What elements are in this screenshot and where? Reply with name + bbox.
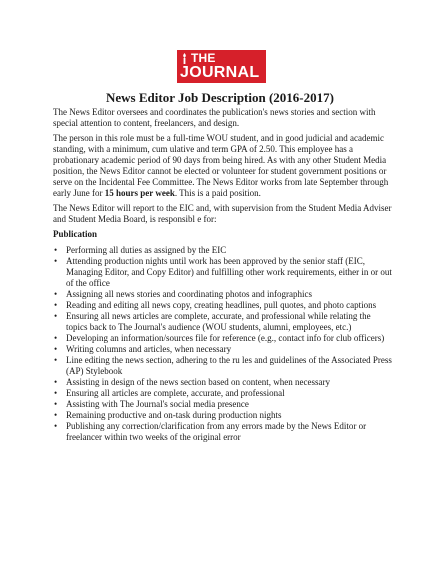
logo-line-1: THE (191, 51, 216, 65)
list-item: • Reading and editing all news copy, creating headlines, pull quotes, and photo captions (53, 300, 393, 311)
list-item: • Remaining productive and on-task during production nights (53, 410, 393, 421)
reporting-paragraph: The News Editor will report to the EIC and, with supervision from the Student Media Adviser and Student Media Board, is responsibl e for: (53, 203, 392, 224)
intro-paragraph: The News Editor oversees and coordinates the publication's news stories and section with special attention to content, freelancers, and design. (53, 107, 376, 128)
list-item: • Writing columns and articles, when necessary (53, 344, 393, 355)
list-item: • Ensuring all articles are complete, accurate, and professional (53, 388, 393, 399)
list-item: • Assigning all news stories and coordinating photos and infographics (53, 289, 393, 300)
list-item: • Publishing any correction/clarification from any errors made by the News Editor or freelancer within two weeks of the original error (53, 421, 393, 443)
the-journal-logo (177, 50, 266, 83)
list-item: • Attending production nights until work has been approved by the senior staff (EIC, Managing Editor, and Copy Editor) and fulfilling other work requirements, either in or out of the office (53, 256, 393, 289)
paid-position-text: . This is a paid position. (174, 188, 261, 198)
list-item: • Line editing the news section, adhering to the ru les and guidelines of the Associated Press (AP) Stylebook (53, 355, 393, 377)
duties-list (53, 245, 393, 443)
page-title: News Editor Job Description (2016-2017) (106, 90, 334, 105)
eligibility-text: The person in this role must be a full-time WOU student, and in good judicial and academic standing, with a minimum, cum ulative and term GPA of 2.50. This employee has a probationary academic period of 90 days from being hired. As with any other Student Media position, the News Editor cannot be elected or volunteer for student government positions or serve on the Incidental Fee Committee. The News Editor works from late September through early June for (53, 133, 389, 198)
list-item: • Ensuring all news articles are complete, accurate, and professional while relating the topics back to The Journal's audience (WOU students, alumni, employees, etc.) (53, 311, 393, 333)
list-item: • Performing all duties as assigned by the EIC (53, 245, 393, 256)
list-item: • Developing an information/sources file for reference (e.g., contact info for club officers) (53, 333, 393, 344)
logo-line-2: JOURNAL (180, 64, 260, 81)
eligibility-paragraph (53, 133, 393, 199)
hours-per-week: 15 hours per week (104, 188, 175, 198)
document-body (53, 107, 393, 443)
torch-icon (181, 53, 188, 64)
list-item: • Assisting with The Journal's social media presence (53, 399, 393, 410)
list-item: • Assisting in design of the news section based on content, when necessary (53, 377, 393, 388)
section-heading: Publication (53, 229, 98, 239)
